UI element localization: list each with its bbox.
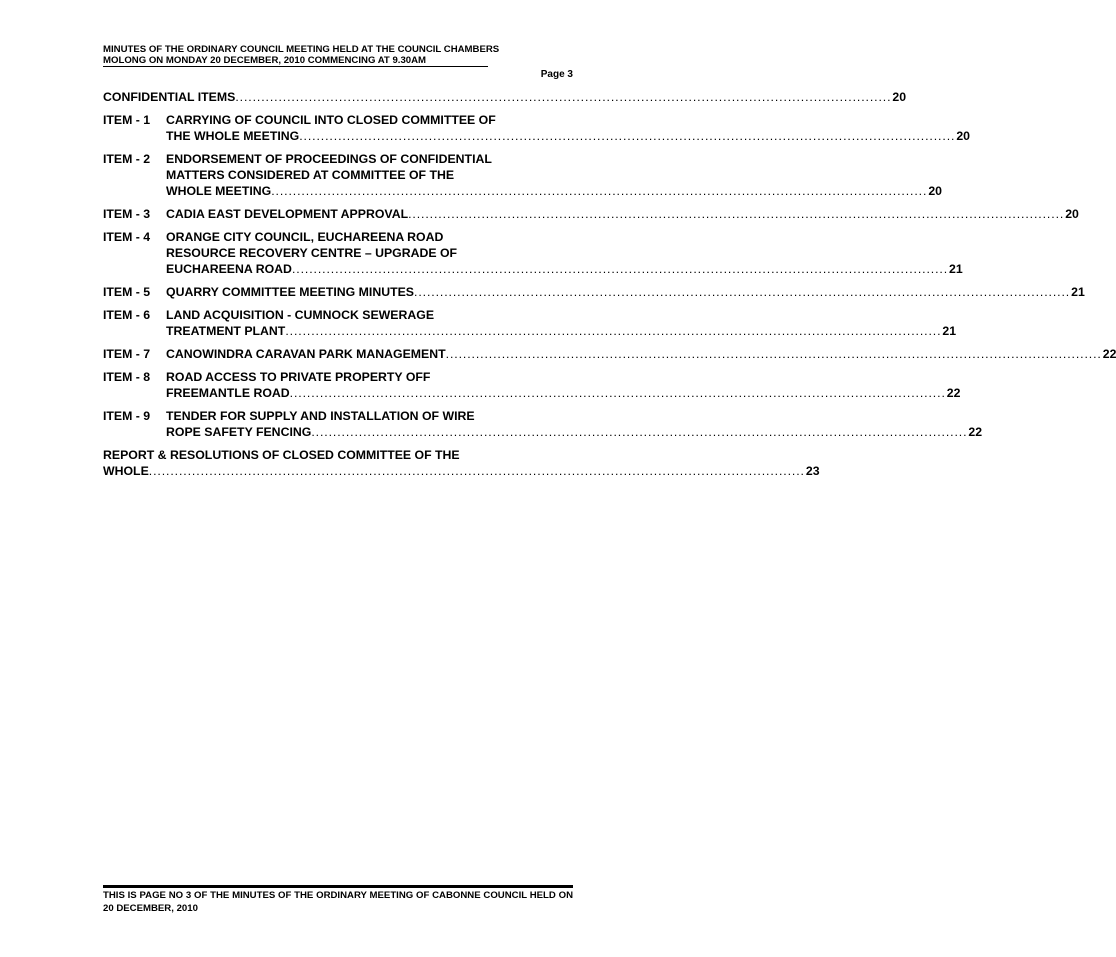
toc-entry xyxy=(103,369,961,401)
toc-entry-number: ITEM - 4 xyxy=(103,230,151,244)
toc-entry-title xyxy=(166,206,1079,222)
toc-entry xyxy=(103,307,957,339)
toc-entry-line: ROPE SAFETY FENCING xyxy=(166,425,312,439)
toc-entry-number: ITEM - 7 xyxy=(103,347,151,361)
toc-entry-line: WHOLE MEETING xyxy=(166,184,272,198)
toc-entry xyxy=(103,112,971,144)
toc-entry-page: 20 xyxy=(928,184,942,198)
header-underline xyxy=(103,66,488,67)
toc-entry-line: LAND ACQUISITION - CUMNOCK SEWERAGE xyxy=(166,308,435,322)
toc-entry-line: CARRYING OF COUNCIL INTO CLOSED COMMITTEE OF xyxy=(166,113,496,127)
toc-entry-number: ITEM - 3 xyxy=(103,207,151,221)
toc-entry-title xyxy=(166,307,957,339)
toc-entry-title xyxy=(103,89,907,105)
dot-leader: ........................................................................................................................................................ xyxy=(299,129,956,143)
dot-leader: ........................................................................................................................................................ xyxy=(291,262,949,276)
header-line-1: MINUTES OF THE ORDINARY COUNCIL MEETING HELD AT THE COUNCIL CHAMBERS xyxy=(103,44,500,55)
toc-entry-line: ENDORSEMENT OF PROCEEDINGS OF CONFIDENTIAL xyxy=(166,152,492,166)
toc-entry-line: CANOWINDRA CARAVAN PARK MANAGEMENT xyxy=(166,347,446,361)
toc-entry xyxy=(103,229,963,277)
toc-entry-line: WHOLE xyxy=(103,464,149,478)
toc-entry-title xyxy=(166,284,1085,300)
footer-text: THIS IS PAGE NO 3 OF THE MINUTES OF THE ORDINARY MEETING OF CABONNE COUNCIL HELD ON 20 DECEMBER, 2010 xyxy=(103,890,573,914)
toc-entry-title xyxy=(166,346,1116,362)
toc-entry-line: ORANGE CITY COUNCIL, EUCHAREENA ROAD xyxy=(166,230,444,244)
dot-leader: ........................................................................................................................................................ xyxy=(235,90,892,104)
dot-leader: ........................................................................................................................................................ xyxy=(271,184,928,198)
page-number: Page 3 xyxy=(540,69,573,80)
toc-entry-line: EUCHAREENA ROAD xyxy=(166,262,292,276)
toc-entry-number: ITEM - 2 xyxy=(103,152,151,166)
toc-entry-page: 20 xyxy=(892,90,907,104)
toc-entry-title xyxy=(166,229,963,277)
toc-entry-page: 20 xyxy=(1065,207,1079,221)
toc-entry-number: ITEM - 5 xyxy=(103,285,151,299)
toc-entry-title xyxy=(166,408,983,440)
dot-leader: ........................................................................................................................................................ xyxy=(445,347,1102,361)
toc-entry-line: CADIA EAST DEVELOPMENT APPROVAL xyxy=(166,207,409,221)
toc-entry-page: 21 xyxy=(949,262,963,276)
toc-entry-number: ITEM - 9 xyxy=(103,409,151,423)
dot-leader: ........................................................................................................................................................ xyxy=(289,386,946,400)
toc-entry xyxy=(103,151,942,199)
toc-entry-page: 20 xyxy=(956,129,971,143)
toc-entry-line: ROAD ACCESS TO PRIVATE PROPERTY OFF xyxy=(166,370,431,384)
table-of-contents xyxy=(103,89,1116,479)
toc-entry-number: ITEM - 6 xyxy=(103,308,151,322)
footer-rule xyxy=(103,885,573,888)
toc-entry-page: 22 xyxy=(1102,347,1116,361)
toc-entry xyxy=(103,206,1079,222)
toc-entry xyxy=(103,447,820,479)
toc-entry-number: ITEM - 1 xyxy=(103,113,151,127)
toc-entry-line: FREEMANTLE ROAD xyxy=(166,386,290,400)
toc-entry-title xyxy=(166,369,961,401)
toc-entry-page: 21 xyxy=(1071,285,1085,299)
toc-entry-line: QUARRY COMMITTEE MEETING MINUTES xyxy=(166,285,414,299)
dot-leader: ........................................................................................................................................................ xyxy=(311,425,968,439)
toc-entry-line: RESOURCE RECOVERY CENTRE – UPGRADE OF xyxy=(166,246,458,260)
toc-entry-title xyxy=(166,112,971,144)
toc-entry xyxy=(103,408,983,440)
dot-leader: ........................................................................................................................................................ xyxy=(285,324,942,338)
dot-leader: ........................................................................................................................................................ xyxy=(414,285,1071,299)
toc-entry xyxy=(103,284,1085,300)
toc-entry-page: 23 xyxy=(805,464,820,478)
toc-entry xyxy=(103,89,907,105)
dot-leader: ........................................................................................................................................................ xyxy=(148,464,805,478)
toc-entry-number: ITEM - 8 xyxy=(103,370,151,384)
dot-leader: ........................................................................................................................................................ xyxy=(408,207,1065,221)
toc-entry-line: TENDER FOR SUPPLY AND INSTALLATION OF WIRE xyxy=(166,409,475,423)
toc-entry-line: REPORT & RESOLUTIONS OF CLOSED COMMITTEE OF THE xyxy=(103,448,460,462)
toc-entry xyxy=(103,346,1116,362)
toc-entry-title xyxy=(103,447,820,479)
toc-entry-line: TREATMENT PLANT xyxy=(166,324,286,338)
toc-entry-page: 22 xyxy=(946,386,961,400)
toc-entry-line: CONFIDENTIAL ITEMS xyxy=(103,90,236,104)
toc-entry-line: THE WHOLE MEETING xyxy=(166,129,300,143)
toc-entry-line: MATTERS CONSIDERED AT COMMITTEE OF THE xyxy=(166,168,455,182)
toc-entry-title xyxy=(166,151,942,199)
toc-entry-page: 22 xyxy=(968,425,983,439)
toc-entry-page: 21 xyxy=(942,324,957,338)
header-line-2: MOLONG ON MONDAY 20 DECEMBER, 2010 COMMENCING AT 9.30AM xyxy=(103,55,427,66)
